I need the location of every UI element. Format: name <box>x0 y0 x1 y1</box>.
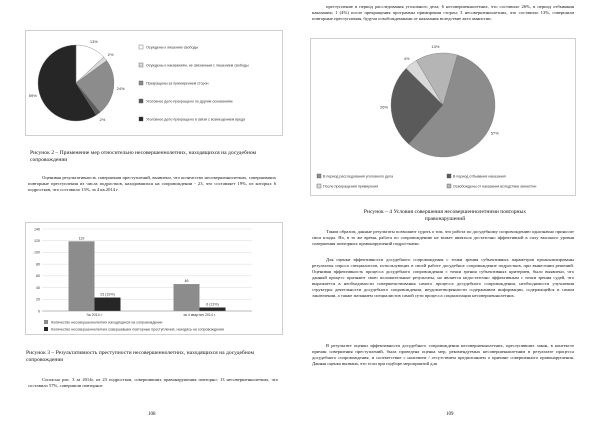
y-tick-7: 0 <box>38 309 40 314</box>
y-tick-3: 80 <box>36 262 40 267</box>
figure-4-caption: Рисунок – 4 Условия совершения несовершеннолетними повторных правонарушений <box>363 209 527 222</box>
pie-label-1: 2% <box>107 51 114 57</box>
y-tick-2: 100 <box>34 250 40 255</box>
legend-swatch-1 <box>139 63 143 67</box>
pie-label-3: 2% <box>99 116 106 122</box>
legend-swatch-0 <box>44 320 48 324</box>
legend-swatch-3 <box>139 99 143 103</box>
pie-label-2: 4% <box>403 56 410 62</box>
legend-entry-0: Количество несовершеннолетних находящихся на сопровождении <box>51 320 163 325</box>
legend-entry-0: В период расследования уголовного дела <box>323 174 394 179</box>
pie-chart-frame <box>310 38 576 196</box>
y-tick-1: 120 <box>34 239 40 244</box>
pie-label-2: 24% <box>116 86 125 92</box>
legend-swatch-3 <box>447 184 451 188</box>
pie-label-0: 57% <box>490 130 499 136</box>
pie-label-0: 13% <box>89 39 98 45</box>
legend-swatch-2 <box>317 184 321 188</box>
bar-1-0 <box>95 298 121 311</box>
pie-label-4: 59% <box>28 93 37 99</box>
legend-entry-1: Количество несовершеннолетних совершивших повторные преступления, находясь на сопровождении <box>51 327 224 332</box>
page-number: 109 <box>446 412 454 417</box>
legend-swatch-4 <box>139 117 143 121</box>
legend-entry-1: Осуждены к наказаниям, не связанным с лишением свободы <box>146 63 249 68</box>
y-tick-4: 60 <box>36 274 40 279</box>
legend-swatch-1 <box>447 174 451 178</box>
legend-entry-0: Осуждены к лишению свободы <box>146 45 199 50</box>
pie-chart-frame <box>25 30 283 136</box>
pie-chart-right <box>311 39 575 195</box>
pie-chart-left <box>26 31 282 135</box>
legend-entry-3: Освобождены от наказания вследствие амнистии <box>453 184 537 189</box>
bar-chart-left <box>26 223 282 334</box>
bar-chart-frame <box>25 222 283 335</box>
paragraph-1: Оценивая результативность совершения преступлений, выявлено, что количество несовершеннолетних, совершивших повторные преступления из числа подростков, находившихся на сопровождении - 23, что составляет 19%, из которых 6 подростков, что составило 13%, за 4 кв.2014 г. <box>28 175 276 192</box>
bar-label-1-0: 23 (19%) <box>100 292 115 297</box>
y-tick-5: 40 <box>36 285 40 290</box>
figure-2-caption: Рисунок 2 – Применение мер относительно несовершеннолетних, находящихся на досудебном сопровождении <box>30 150 257 163</box>
y-tick-6: 20 <box>36 297 40 302</box>
paragraph-2: Для оценки эффективности досудебного сопровождения с точки зрения субъективных параметров проанализированы результаты опроса специалистов, использующих в своей работе досудебное сопровождение подростков, при вынесении решений. Оценивая эффективность процесса досудебного сопровождения с точки зрения субъективных критериев, было выявлено, что данный процесс признают свою положительные результаты, но является недостаточно эффективным с точки зрения судей, что выражается в необходимости совершенствования самого процесса досудебного сопровождения, необходимости улучшения структуры деятельности досудебного сопровождения, неудовлетворенности содержанием информации, содержащейся в самом заключении, а также желанием специалистов самой сути процесса социализации несовершеннолетних. <box>312 257 574 298</box>
bar-label-0-1: 46 <box>184 279 189 284</box>
legend-swatch-0 <box>317 174 321 178</box>
legend-swatch-1 <box>44 327 48 331</box>
x-tick-0: За 2014 г. <box>86 313 103 317</box>
legend-entry-4: Уголовное дело прекращено в связи с возмещением вреда <box>146 117 246 122</box>
legend-entry-3: Уголовное дело прекращено по другим основаниям <box>146 99 233 104</box>
paragraph-3: В результате оценки эффективности досудебного сопровождения несовершеннолетних, преступивших закон, в контексте причин совершения преступлений, была проведена оценка мер, рекомендуемых несовершеннолетним в результате процесса досудебного сопровождения, и соответствие с наличием / отсутствием предписанием о причине совершенного правонарушения. Данная оценка вызвана, что если при подборе мероприятий для <box>312 343 574 366</box>
legend-swatch-2 <box>139 81 143 85</box>
figure-3-caption: Рисунок 3 – Результативность преступности несовершеннолетних, находящихся на досудебном сопровождении <box>26 350 255 363</box>
pie-label-3: 13% <box>431 43 440 49</box>
bar-label-1-1: 6 (13%) <box>206 302 219 307</box>
paragraph-top: преступление в период расследования уголовного дела; 6 несовершеннолетних, что составило 26%, в период отбывания наказания; 1 (4%) после прекращения программы примирения сторон; 3 несовершеннолетних, что составило 13%, совершили повторные преступления, будучи освобожденными от наказания вследствие акта амнистии. <box>312 4 574 21</box>
legend-swatch-0 <box>139 45 143 49</box>
legend-entry-2: Прекращены за примирением сторон <box>146 81 209 86</box>
bar-0-1 <box>174 284 200 311</box>
pie-label-1: 26% <box>380 104 389 110</box>
legend-entry-2: После прекращения примирения <box>323 184 379 189</box>
paragraph-1: Таким образом, данные результаты позволяют судить о том, что работа по досудебному сопровождению однозначно приносит свои плоды. Но, в то же время, работа по сопровождению не может являться достаточно эффективной в силу высокого уровня совершения повторных правонарушений подростками. <box>312 229 574 246</box>
legend-entry-1: В период отбывания наказания <box>453 174 506 179</box>
paragraph-2: Согласно рис. 3 за 2014г. из 23 подростков, совершивших правонарушения повторно: 13 несовершеннолетних, что составило 57%, совершили повторное <box>28 377 278 388</box>
right-page <box>300 0 600 424</box>
bar-1-1 <box>200 307 226 311</box>
x-tick-1: за 4 квартал 2014 г. <box>183 313 216 317</box>
bar-0-0 <box>69 241 95 311</box>
y-tick-0: 140 <box>34 227 40 232</box>
page-number: 108 <box>148 412 156 417</box>
bar-label-0-0: 119 <box>78 236 85 241</box>
